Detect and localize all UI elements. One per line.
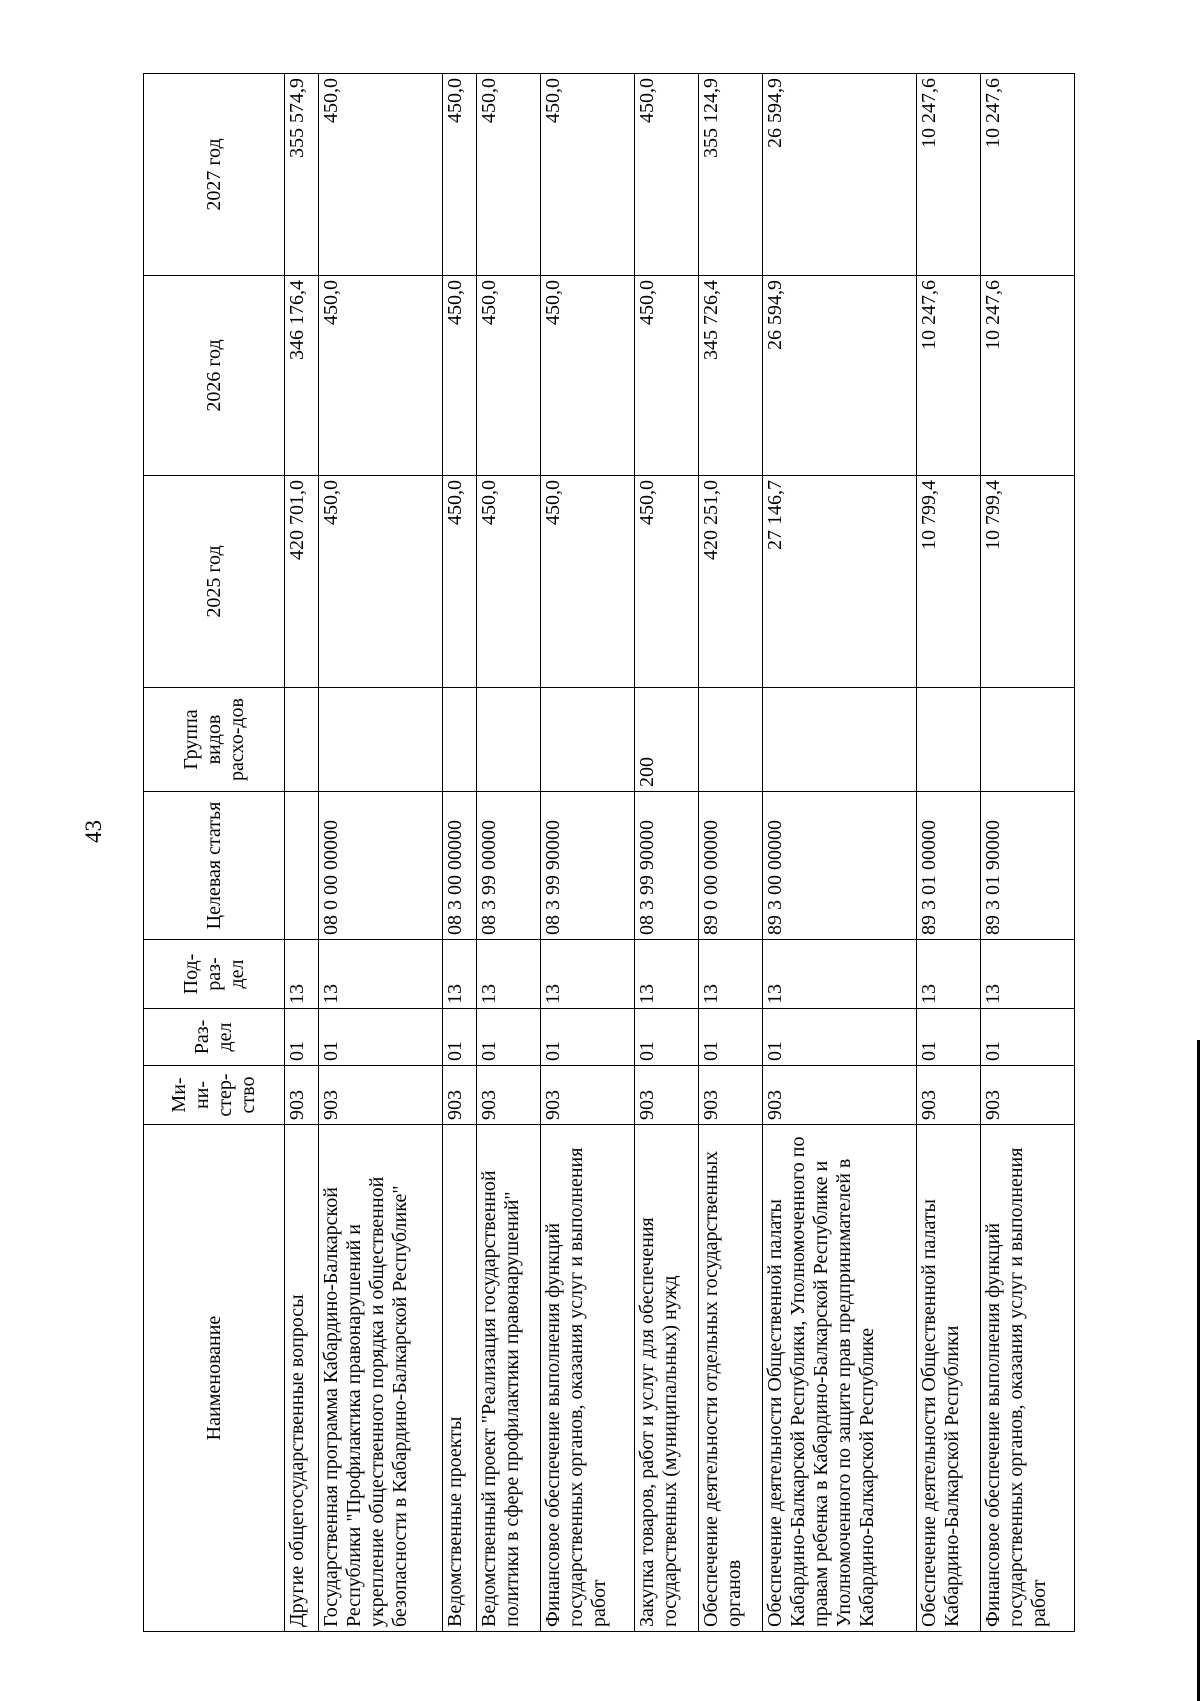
cell-section: 01 xyxy=(476,1009,540,1066)
cell-2025: 27 146,7 xyxy=(762,476,916,688)
cell-2027: 450,0 xyxy=(634,74,698,276)
cell-expense-group xyxy=(285,688,319,792)
table-row xyxy=(698,74,762,1632)
cell-ministry: 903 xyxy=(916,1066,980,1125)
cell-2025: 450,0 xyxy=(540,476,634,688)
cell-subsection: 13 xyxy=(476,940,540,1009)
cell-2027: 355 574,9 xyxy=(285,74,319,276)
cell-name: Ведомственные проекты xyxy=(442,1125,476,1632)
cell-2026: 450,0 xyxy=(318,276,442,476)
table-row xyxy=(980,74,1074,1632)
header-section: Раз-дел xyxy=(144,1009,285,1066)
cell-2026: 345 726,4 xyxy=(698,276,762,476)
table-row xyxy=(540,74,634,1632)
cell-2026: 10 247,6 xyxy=(916,276,980,476)
header-expense-group: Группа видов расхо-дов xyxy=(144,688,285,792)
cell-section: 01 xyxy=(916,1009,980,1066)
cell-ministry: 903 xyxy=(540,1066,634,1125)
table-row xyxy=(476,74,540,1632)
cell-name: Обеспечение деятельности отдельных государственных органов xyxy=(698,1125,762,1632)
cell-2025: 450,0 xyxy=(476,476,540,688)
cell-target-article: 08 0 00 00000 xyxy=(318,792,442,940)
rotated-table-container xyxy=(143,74,1075,1632)
cell-subsection: 13 xyxy=(916,940,980,1009)
cell-2027: 10 247,6 xyxy=(980,74,1074,276)
budget-table xyxy=(143,73,1075,1632)
cell-target-article: 08 3 99 00000 xyxy=(476,792,540,940)
cell-name: Ведомственный проект "Реализация государственной политики в сфере профилактики правонарушений" xyxy=(476,1125,540,1632)
cell-2026: 346 176,4 xyxy=(285,276,319,476)
table-row xyxy=(318,74,442,1632)
cell-2026: 450,0 xyxy=(476,276,540,476)
cell-section: 01 xyxy=(540,1009,634,1066)
cell-ministry: 903 xyxy=(634,1066,698,1125)
cell-subsection: 13 xyxy=(634,940,698,1009)
cell-name: Финансовое обеспечение выполнения функций государственных органов, оказания услуг и выполнения работ xyxy=(980,1125,1074,1632)
cell-section: 01 xyxy=(634,1009,698,1066)
cell-ministry: 903 xyxy=(762,1066,916,1125)
cell-2027: 10 247,6 xyxy=(916,74,980,276)
cell-target-article xyxy=(285,792,319,940)
header-ministry: Ми-ни-стер-ство xyxy=(144,1066,285,1125)
cell-expense-group xyxy=(762,688,916,792)
cell-expense-group xyxy=(318,688,442,792)
cell-expense-group xyxy=(980,688,1074,792)
cell-name: Государственная программа Кабардино-Балкарской Республики "Профилактика правонарушений и укрепление общественного порядка и общественной безопасности в Кабардино-Балкарской Республике" xyxy=(318,1125,442,1632)
cell-2027: 450,0 xyxy=(540,74,634,276)
cell-subsection: 13 xyxy=(698,940,762,1009)
cell-section: 01 xyxy=(698,1009,762,1066)
cell-ministry: 903 xyxy=(318,1066,442,1125)
cell-subsection: 13 xyxy=(318,940,442,1009)
cell-2025: 420 701,0 xyxy=(285,476,319,688)
cell-ministry: 903 xyxy=(442,1066,476,1125)
header-2025: 2025 год xyxy=(144,476,285,688)
cell-subsection: 13 xyxy=(285,940,319,1009)
table-row xyxy=(285,74,319,1632)
cell-2026: 26 594,9 xyxy=(762,276,916,476)
cell-target-article: 89 3 01 90000 xyxy=(980,792,1074,940)
cell-2027: 450,0 xyxy=(476,74,540,276)
cell-target-article: 89 3 01 00000 xyxy=(916,792,980,940)
cell-target-article: 89 3 00 00000 xyxy=(762,792,916,940)
table-row xyxy=(442,74,476,1632)
cell-2025: 450,0 xyxy=(634,476,698,688)
cell-2025: 450,0 xyxy=(442,476,476,688)
cell-subsection: 13 xyxy=(762,940,916,1009)
cell-2027: 450,0 xyxy=(442,74,476,276)
cell-2026: 450,0 xyxy=(540,276,634,476)
cell-name: Обеспечение деятельности Общественной палаты Кабардино-Балкарской Республики, Уполномоченного по правам ребенка в Кабардино-Балкарской Республике и Уполномоченного по защите прав предпринимателей в Кабардино-Балкарской Республике xyxy=(762,1125,916,1632)
cell-section: 01 xyxy=(318,1009,442,1066)
cell-subsection: 13 xyxy=(540,940,634,1009)
table-row xyxy=(916,74,980,1632)
cell-section: 01 xyxy=(442,1009,476,1066)
cell-target-article: 08 3 99 90000 xyxy=(634,792,698,940)
cell-expense-group: 200 xyxy=(634,688,698,792)
cell-name: Другие общегосударственные вопросы xyxy=(285,1125,319,1632)
cell-name: Финансовое обеспечение выполнения функций государственных органов, оказания услуг и выполнения работ xyxy=(540,1125,634,1632)
cell-expense-group xyxy=(698,688,762,792)
page-number: 43 xyxy=(81,820,106,843)
cell-2025: 10 799,4 xyxy=(980,476,1074,688)
cell-2026: 10 247,6 xyxy=(980,276,1074,476)
cell-subsection: 13 xyxy=(442,940,476,1009)
cell-expense-group xyxy=(540,688,634,792)
cell-2027: 26 594,9 xyxy=(762,74,916,276)
cell-ministry: 903 xyxy=(476,1066,540,1125)
header-2026: 2026 год xyxy=(144,276,285,476)
header-name: Наименование xyxy=(144,1125,285,1632)
cell-target-article: 08 3 00 00000 xyxy=(442,792,476,940)
cell-2027: 450,0 xyxy=(318,74,442,276)
cell-expense-group xyxy=(476,688,540,792)
table-row xyxy=(762,74,916,1632)
cell-2026: 450,0 xyxy=(442,276,476,476)
header-target-article: Целевая статья xyxy=(144,792,285,940)
table-row xyxy=(634,74,698,1632)
cell-ministry: 903 xyxy=(980,1066,1074,1125)
cell-section: 01 xyxy=(762,1009,916,1066)
table-body xyxy=(285,74,1075,1632)
cell-name: Обеспечение деятельности Общественной палаты Кабардино-Балкарской Республики xyxy=(916,1125,980,1632)
cell-ministry: 903 xyxy=(285,1066,319,1125)
cell-2027: 355 124,9 xyxy=(698,74,762,276)
cell-name: Закупка товаров, работ и услуг для обеспечения государственных (муниципальных) нужд xyxy=(634,1125,698,1632)
cell-2025: 450,0 xyxy=(318,476,442,688)
cell-section: 01 xyxy=(980,1009,1074,1066)
cell-target-article: 89 0 00 00000 xyxy=(698,792,762,940)
cell-2025: 420 251,0 xyxy=(698,476,762,688)
cell-subsection: 13 xyxy=(980,940,1074,1009)
header-subsection: Под-раз-дел xyxy=(144,940,285,1009)
cell-section: 01 xyxy=(285,1009,319,1066)
cell-expense-group xyxy=(442,688,476,792)
cell-2026: 450,0 xyxy=(634,276,698,476)
cell-expense-group xyxy=(916,688,980,792)
header-2027: 2027 год xyxy=(144,74,285,276)
cell-ministry: 903 xyxy=(698,1066,762,1125)
cell-target-article: 08 3 99 90000 xyxy=(540,792,634,940)
cell-2025: 10 799,4 xyxy=(916,476,980,688)
table-header-row xyxy=(144,74,285,1632)
